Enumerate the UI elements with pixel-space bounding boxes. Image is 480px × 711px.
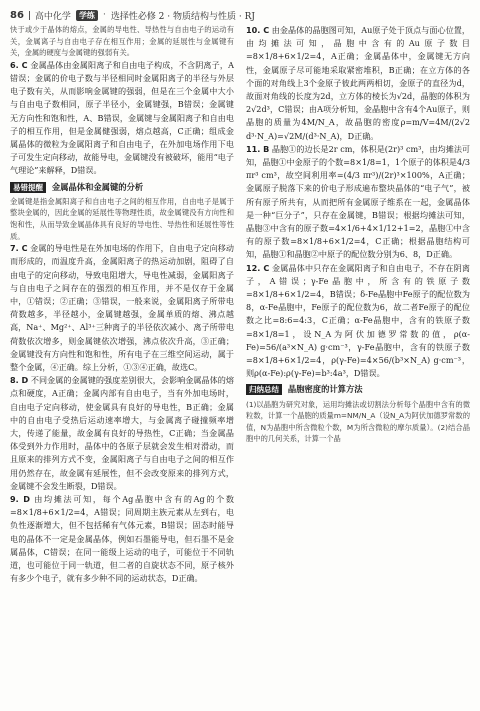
tip-title: 金属晶体和金属键的分析 xyxy=(51,181,144,192)
answer-9-number: 9. D xyxy=(10,494,30,505)
brand-logo: 学练 xyxy=(76,10,98,21)
answer-6 xyxy=(10,59,234,178)
answer-9 xyxy=(10,493,234,585)
answer-6-text: 金属晶体由金属阳离子和自由电子构成，不含阴离子，A错误；金属的价电子数与半径相同时金属阳离子的半径与外层电子数有关，从而影响金属键的强弱，但是在三个金属中大小与自由电子数相同，原子半径小，金属键强，B错误；金属键无方向性和饱和性，A、B错误，金属键与金属阳离子和自由电子的相互作用，但是金属健强弱，熔点越高，C正确；组成金属晶体的微粒为金属阳离子和自由电子，在外加电场作用下电子可发生定向移动，故能导电，金属键没有被破坏，能用“电子气理论”来解释，D错误。 xyxy=(10,59,234,176)
left-column xyxy=(10,24,234,708)
answer-12 xyxy=(246,262,470,381)
answer-11 xyxy=(246,143,470,262)
summary-heading xyxy=(246,383,470,396)
answer-11-number: 11. B xyxy=(246,143,270,154)
intro-note: 快于或少于晶体的熔点，金属的导电性、导热性与自由电子的运动有关，金属离子与自由电子存在相互作用；金属的延展性与金属键有关，金属的硬度与金属键的强弱有关。 xyxy=(10,25,234,58)
tip-label: 易错提醒 xyxy=(10,182,46,193)
book-title: 选择性必修 2 · 物质结构与性质 · RJ xyxy=(110,11,255,22)
answer-7-number: 7. C xyxy=(10,243,28,254)
answer-6-number: 6. C xyxy=(10,59,28,70)
header-dot: · xyxy=(102,10,106,20)
answer-10-text: 由金晶体的晶胞图可知，Au原子处于顶点与面心位置，由均摊法可知，晶胞中含有的Au原子数目=8×1/8+6×1/2=4，A正确；金属晶体中，金属键无方向性，金属原子尽可能地采取紧密堆积，B正确；在立方体的各个面的对角线上3个金原子彼此两两相切，金原子的直径为d，故面对角线的长度为2d，立方体的棱长为√2d，晶胞的体积为2√2d³，C错误；由A项分析知，金晶胞中含有4个Au原子，则晶胞的质量为4M/N_A，故晶胞的密度ρ=m/V=4M/(2√2 d³·N_A)=√2M/(d³·N_A)，D正确。 xyxy=(246,25,470,141)
answer-11-text: 晶胞①的边长是2r cm，体积是(2r)³ cm³，由均摊法可知，晶胞①中金原子的个数=8×1/8=1，1个原子的体积是4/3 πr³ cm³，故空间利用率=(4/3 πr³)/(2r)³×100%，A正确；金属原子脱落下来的价电子形成遍布整块晶体的“电子气”，被所有原子所共有，从而把所有金属原子维系在一起，金属晶体是一种“巨分子”，只存在金属键，B错误；根据均摊法可知，晶胞③中含有的原子数=4×1/6+4×1/12+1=2，晶胞①中含有的原子数=8×1/8+6×1/2=4，C正确；根据晶胞结构可知，晶胞①和晶胞②中原子的配位数分别为6、8，D正确。 xyxy=(246,143,470,260)
tip-text: 金属键是指金属阳离子和自由电子之间的相互作用，自由电子是属于整块金属的，因此金属的延展性等物理性质，故金属键没有方向性和饱和性，从而导致金属晶体具有良好的导电性、导热性和延展性等性质。 xyxy=(10,196,234,241)
page-header xyxy=(10,8,470,22)
tip-heading xyxy=(10,181,234,194)
two-column-body xyxy=(10,24,470,708)
header-divider xyxy=(29,11,30,20)
answer-10-number: 10. C xyxy=(246,25,270,35)
subject-label: 高中化学 xyxy=(34,11,71,22)
answer-7 xyxy=(10,242,234,374)
answer-7-text: 金属的导电性是在外加电场的作用下，自由电子定向移动而形成的，而温度升高，金属阳离子的热运动加剧，阻碍了自由电子的定向移动，导致电阻增大，导电性减弱，金属阳离子与自由电子之间存在的强烈的相互作用，并不是仅存于金属中，①错误；②正确；③错误，一般来说，金属阳离子所带电荷数越多，半径越小，金属键越强，金属单质的熔、沸点越高，Na⁺、Mg²⁺、Al³⁺三种离子的半径依次减小、离子所带电荷数依次增多，则金属键依次增强，沸点依次升高，③正确；金属键没有方向性和饱和性，所有电子在三维空间运动，属于整个金属，④正确。综上分析，①③④正确，故选C。 xyxy=(10,243,234,373)
answer-9-text: 由均摊法可知，每个Ag晶胞中含有的Ag的个数=8×1/8+6×1/2=4，A错误；同周期主族元素从左到右，电负性逐渐增大，但不包括稀有气体元素，B错误；固态时能导电的晶体不一定是金属晶体，例如石墨能导电，但石墨不是金属晶体，C错误；在同一能级上运动的电子，可能位于不同轨道，也可能位于同一轨道，但二者的自旋状态不同，原子核外有多少个电子，就有多少种不同的运动状态，D正确。 xyxy=(10,494,234,584)
right-column xyxy=(246,24,470,708)
summary-text: (1)以晶胞为研究对象，运用均摊法或切割法分析每个晶胞中含有的微粒数，计算一个晶胞的质量m=NM/N_A（设N_A为阿伏加德罗常数的值，N为晶胞中所含微粒个数，M为所含微粒的摩尔质量）。(2)结合晶胞中的几何关系，计算一个晶 xyxy=(246,399,470,444)
answer-12-number: 12. C xyxy=(246,262,270,273)
answer-8 xyxy=(10,374,234,493)
summary-label: 归纳总结 xyxy=(246,384,282,395)
answer-12-text: 金属晶体中只存在金属阳离子和自由电子，不存在阴离子，A错误；γ-Fe晶胞中，所含有的铁原子数=8×1/8+6×1/2=4，B错误；δ-Fe晶胞中Fe原子的配位数为8，α-Fe晶胞中，Fe原子的配位数为6，故二者Fe原子的配位数之比=8:6=4:3，C正确；α-Fe晶胞中，含有的铁原子数=8×1/8=1，设N_A为阿伏加德罗常数的值，ρ(α-Fe)=56/(a³×N_A) g·cm⁻³，γ-Fe晶胞中，含有的铁原子数=8×1/8+6×1/2=4，ρ(γ-Fe)=4×56/(b³×N_A) g·cm⁻³，则ρ(α-Fe):ρ(γ-Fe)=b³:4a³，D错误。 xyxy=(246,262,470,379)
page-number: 86 xyxy=(10,9,24,21)
summary-title: 晶胞密度的计算方法 xyxy=(287,384,363,395)
answer-8-text: 不同金属的金属键的强度差别很大，会影响金属晶体的熔点和硬度，A正确；金属内部有自由电子，当有外加电场时，自由电子定向移动，使金属具有良好的导电性，B正确；金属中的自由电子受热后运动速率增大，与金属离子碰撞频率增大，传递了能量，故金属有良好的导热性，C正确；当金属晶体受到外力作用时，晶体中的各原子层就会发生相对滑动，而且原来的排列方式不变，金属阳离子与自由电子之间的相互作用仍然存在，故金属有延展性，但不会改变原来的排列方式，金属键不会发生断裂，D错误。 xyxy=(10,375,234,491)
answer-8-number: 8. D xyxy=(10,375,29,386)
answer-10 xyxy=(246,24,470,143)
